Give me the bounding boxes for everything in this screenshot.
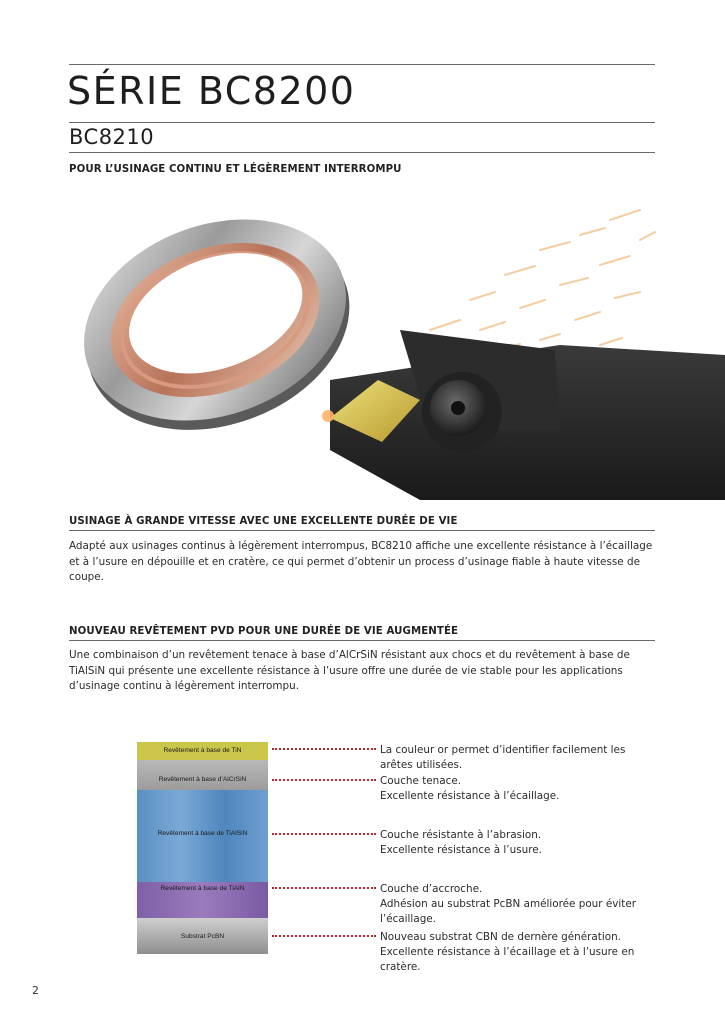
- header-top-rule: [69, 64, 655, 65]
- note-tin: [380, 743, 648, 773]
- leader-dots-pcbn: [272, 935, 376, 937]
- leader-dots-alcrsin: [272, 779, 376, 781]
- note-alcrsin: [380, 774, 648, 804]
- note-tialsin-line: Couche résistante à l’abrasion.: [380, 829, 542, 841]
- tagline: POUR L’USINAGE CONTINU ET LÉGÈREMENT INTERROMPU: [69, 164, 402, 175]
- bearing-ring-workpiece: [56, 185, 378, 465]
- hero-illustration: [0, 180, 725, 510]
- leader-dots-tialsin: [272, 833, 376, 835]
- section-divider-high-speed: [69, 530, 655, 531]
- note-pcbn-line: Nouveau substrat CBN de dernère génération.: [380, 931, 621, 943]
- leader-dots-tin: [272, 748, 376, 750]
- note-tialsin-line: Excellente résistance à l’usure.: [380, 844, 542, 856]
- page-number: 2: [32, 984, 39, 997]
- note-tialn-line: Couche d’accroche.: [380, 883, 483, 895]
- layer-label-tialsin: Revêtement à base de TiAlSiN: [157, 830, 248, 837]
- page-title: SÉRIE BC8200: [67, 69, 356, 113]
- section-body-high-speed: Adapté aux usinages continus à légèrement interrompus, BC8210 affiche une excellente résistance à l’écaillage et à l’usure en dépouille et en cratère, ce qui permet d’obtenir un process d’usinage fiable à haute vitesse de coupe.: [69, 540, 653, 583]
- layer-label-pcbn: Substrat PcBN: [180, 933, 225, 940]
- leader-dots-tialn: [272, 887, 376, 889]
- layer-alcrsin: [137, 760, 268, 790]
- note-tin-line: La couleur or permet d’identifier facilement les: [380, 744, 626, 756]
- note-tialn-line: l’écaillage.: [380, 913, 436, 925]
- note-tialn: [380, 882, 648, 927]
- note-pcbn-line: Excellente résistance à l’écaillage et à l’usure en: [380, 946, 635, 958]
- note-pcbn-line: cratère.: [380, 961, 421, 973]
- subtitle-divider: [69, 152, 655, 153]
- section-heading-high-speed: USINAGE À GRANDE VITESSE AVEC UNE EXCELLENTE DURÉE DE VIE: [69, 516, 458, 527]
- coating-cross-section: [137, 742, 268, 954]
- layer-label-tin: Revêtement à base de TiN: [163, 747, 242, 754]
- section-body-pvd: Une combinaison d’un revêtement tenace à base d’AlCrSiN résistant aux chocs et du revêtement à base de TiAlSiN qui présente une excellente résistance à l’usure offre une durée de vie stable pour les applications d’usinage continu à légèrement interrompu.: [69, 649, 630, 692]
- layer-label-alcrsin: Revêtement à base d’AlCrSiN: [158, 776, 247, 783]
- note-pcbn: [380, 930, 648, 975]
- cutting-glow: [322, 410, 334, 422]
- note-alcrsin-line: Excellente résistance à l’écaillage.: [380, 790, 560, 802]
- note-tialn-line: Adhésion au substrat PcBN améliorée pour éviter: [380, 898, 637, 910]
- note-tin-line: arêtes utilisées.: [380, 759, 463, 771]
- layer-label-tialn: Revêtement à base de TiAlN: [160, 885, 245, 892]
- note-alcrsin-line: Couche tenace.: [380, 775, 462, 787]
- product-code: BC8210: [69, 125, 155, 149]
- section-heading-pvd: NOUVEAU REVÊTEMENT PVD POUR UNE DURÉE DE VIE AUGMENTÉE: [69, 626, 459, 637]
- section-divider-pvd: [69, 640, 655, 641]
- title-divider: [69, 122, 655, 123]
- note-tialsin: [380, 828, 648, 858]
